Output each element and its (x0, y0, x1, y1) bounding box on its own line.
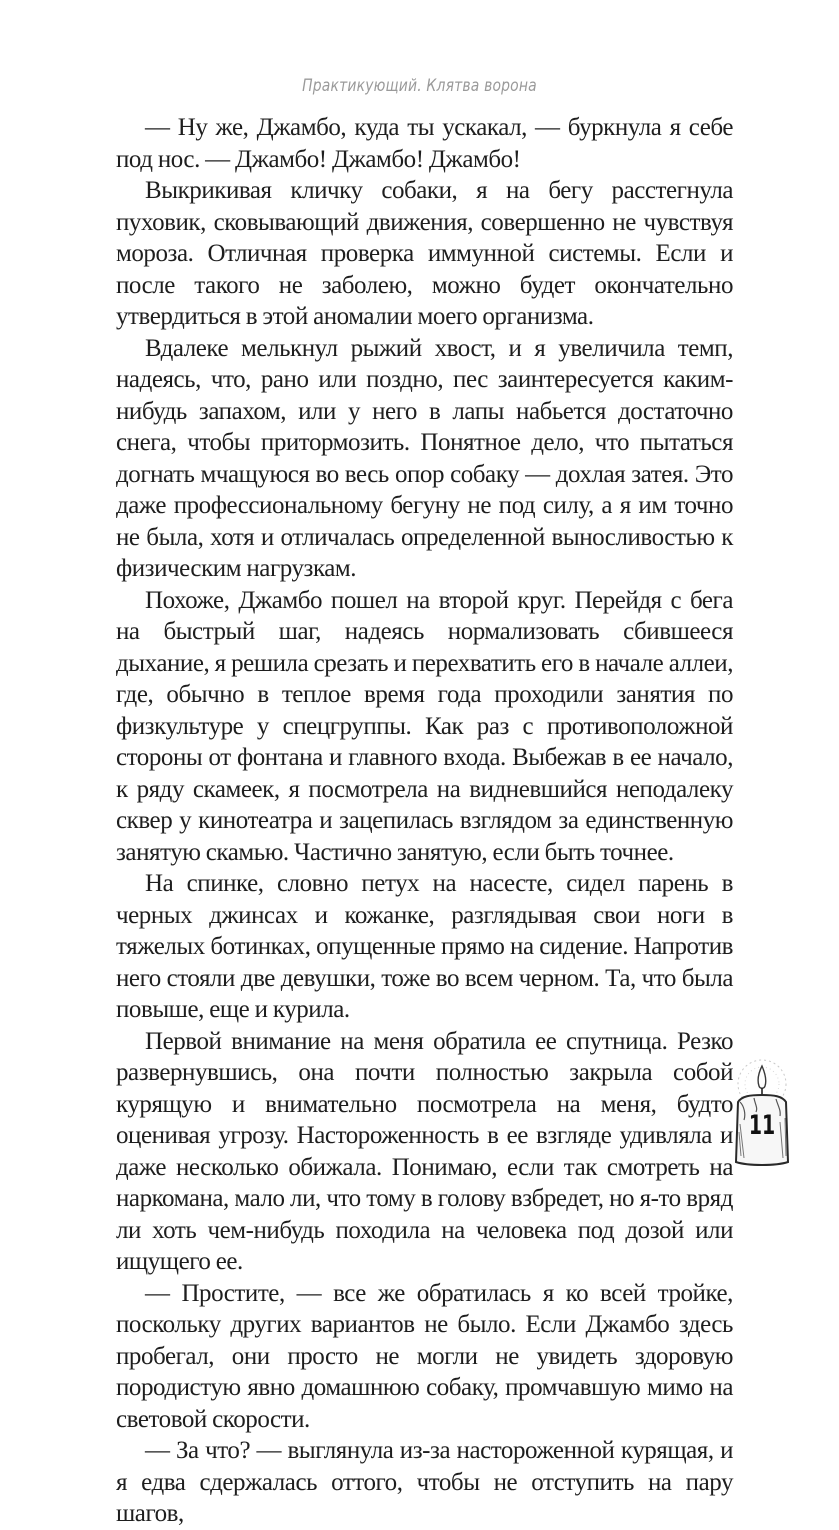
paragraph: Выкрикивая кличку собаки, я на бегу расстегнула пуховик, сковывающий движения, совершенно не чувствуя мороза. Отличная проверка иммунной системы. Если и после такого не заболею, можно будет окончательно утвердиться в этой аномалии моего организма. (116, 177, 733, 330)
paragraph: — Ну же, Джамбо, куда ты ускакал, — буркнула я себе под нос. — Джамбо! Джамбо! Джамбо! (116, 114, 733, 173)
page-number-badge (728, 1058, 796, 1166)
paragraph: — За что? — выглянула из-за настороженной курящая, и я едва сдержалась оттого, чтобы не отступить на пару шагов, (116, 1437, 733, 1527)
paragraph: Первой внимание на меня обратила ее спутница. Резко развернувшись, она почти полностью закрыла собой курящую и внимательно посмотрела на меня, будто оценивая угрозу. Настороженность в ее взгляде удивляла и даже несколько обижала. Понимаю, если так смотреть на наркомана, мало ли, что тому в голову взбредет, но я-то вряд ли хоть чем-нибудь походила на человека под дозой или ищущего ее. (116, 1027, 733, 1275)
paragraph: Похоже, Джамбо пошел на второй круг. Перейдя с бега на быстрый шаг, надеясь нормализовать сбившееся дыхание, я решила срезать и перехватить его в начале аллеи, где, обычно в теплое время года проходили занятия по физкультуре у спецгруппы. Как раз с противоположной стороны от фонтана и главного входа. Выбежав в ее начало, к ряду скамеек, я посмотрела на видневшийся неподалеку сквер у кинотеатра и зацепилась взглядом за единственную занятую скамью. Частично занятую, если быть точнее. (116, 586, 733, 866)
paragraph: На спинке, словно петух на насесте, сидел парень в черных джинсах и кожанке, разглядывая свои ноги в тяжелых ботинках, опущенные прямо на сидение. Напротив него стояли две девушки, тоже во всем черном. Та, что была повыше, еще и курила. (116, 870, 733, 1023)
paragraph: Вдалеке мелькнул рыжий хвост, и я увеличила темп, надеясь, что, рано или поздно, пес заинтересуется каким-нибудь запахом, или у него в лапы набьется достаточно снега, чтобы притормозить. Понятное дело, что пытаться догнать мчащуюся во весь опор собаку — дохлая затея. Это даже профессиональному бегуну не под силу, а я им точно не была, хотя и отличалась определенной выносливостью к физическим нагрузкам. (116, 334, 733, 582)
running-header: Практикующий. Клятва ворона (302, 76, 537, 96)
page-number: 11 (748, 1110, 776, 1141)
body-text (116, 112, 733, 1530)
paragraph: — Простите, — все же обратилась я ко всей тройке, поскольку других вариантов не было. Если Джамбо здесь пробегал, они просто не могли не увидеть здоровую породистую явно домашнюю собаку, промчавшую мимо на световой скорости. (116, 1279, 733, 1433)
